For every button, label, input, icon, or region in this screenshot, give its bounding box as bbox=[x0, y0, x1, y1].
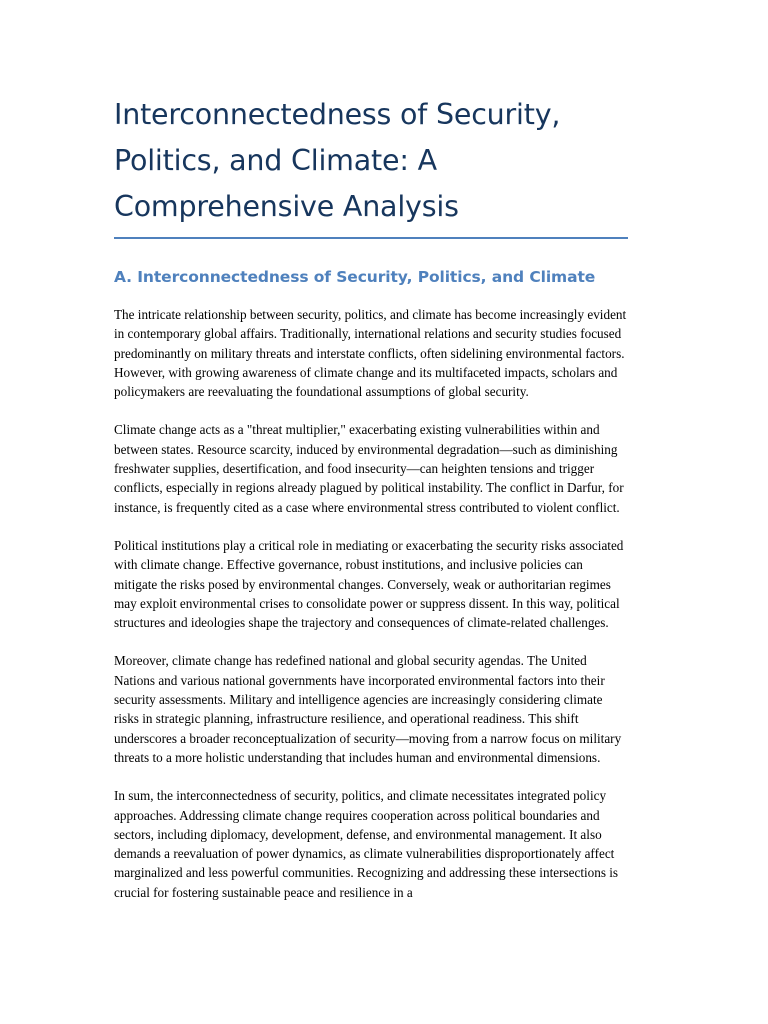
document-content bbox=[114, 92, 628, 902]
body-paragraph-2: Climate change acts as a "threat multiplier," exacerbating existing vulnerabilities within and between states. Resource scarcity, induced by environmental degradation—such as diminishing freshwater supplies, desertification, and food insecurity—can heighten tensions and trigger conflicts, especially in regions already plagued by political instability. The conflict in Darfur, for instance, is frequently cited as a case where environmental stress contributed to violent conflict. bbox=[114, 422, 624, 515]
title-underline-rule bbox=[114, 237, 628, 239]
document-title: Interconnectedness of Security, Politics, and Climate: A Comprehensive Analysis bbox=[114, 98, 561, 223]
body-paragraph-3: Political institutions play a critical role in mediating or exacerbating the security risks associated with climate change. Effective governance, robust institutions, and inclusive policies can mitigate the risks posed by environmental changes. Conversely, weak or authoritarian regimes may exploit environmental crises to consolidate power or suppress dissent. In this way, political structures and ideologies shape the trajectory and consequences of climate-related challenges. bbox=[114, 537, 624, 631]
body-paragraph-4: Moreover, climate change has redefined national and global security agendas. The United Nations and various national governments have incorporated environmental factors into their security assessments. Military and intelligence agencies are increasingly considering climate risks in strategic planning, infrastructure resilience, and operational readiness. This shift underscores a broader reconceptualization of security—moving from a narrow focus on military threats to a more holistic understanding that includes human and environmental dimensions. bbox=[114, 653, 622, 765]
section-heading: A. Interconnectedness of Security, Politics, and Climate bbox=[114, 268, 596, 286]
body-paragraph-1: The intricate relationship between security, politics, and climate has become increasingly evident in contemporary global affairs. Traditionally, international relations and security studies focused predominantly on military threats and interstate conflicts, often sidelining environmental factors. However, with growing awareness of climate change and its multifaceted impacts, scholars and policymakers are reevaluating the foundational assumptions of global security. bbox=[114, 307, 627, 400]
body-paragraph-5: In sum, the interconnectedness of security, politics, and climate necessitates integrated policy approaches. Addressing climate change requires cooperation across political boundaries and sectors, including diplomacy, development, defense, and environmental management. It also demands a reevaluation of power dynamics, as climate vulnerabilities disproportionately affect marginalized and less powerful communities. Recognizing and addressing these intersections is crucial for fostering sustainable peace and resilience in a bbox=[114, 788, 619, 900]
